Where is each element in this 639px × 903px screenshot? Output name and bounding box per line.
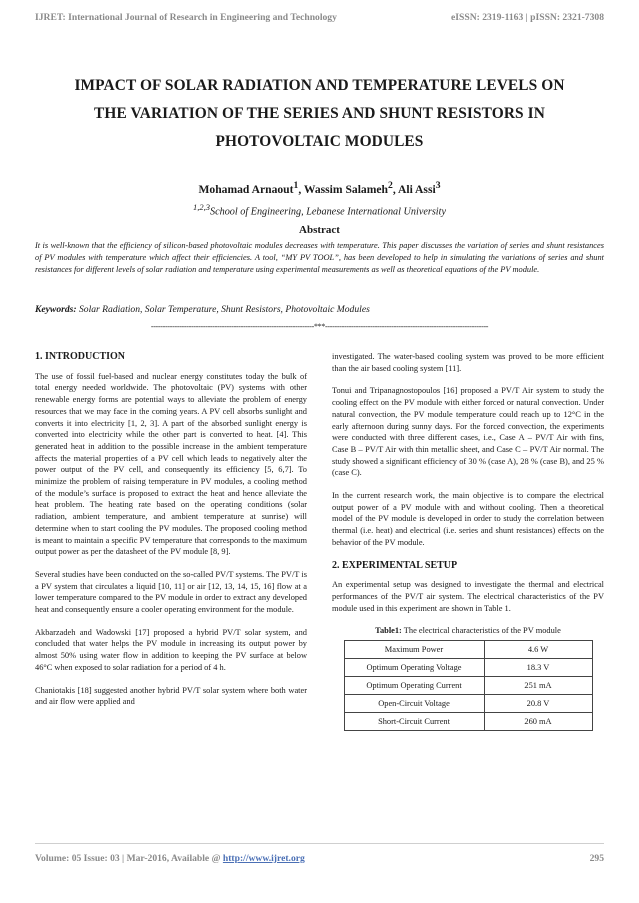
left-column [35,351,307,719]
footer [35,853,604,864]
table-cell-param: Maximum Power [344,641,484,659]
table-row [344,677,592,695]
abstract-text: It is well-known that the efficiency of silicon-based photovoltaic modules decreases with temperature. This paper discusses the variation of series and shunt resistances of PV modules with temperature which affect their efficiencies. A tool, “MY PV TOOL”, has been developed to help in simulating the variations of series and shunt resistances for different levels of solar radiation and temperature using experimental measurements as well as theoretical equations of the PV module. [35,241,604,274]
paragraph: The use of fossil fuel-based and nuclear energy constitutes today the bulk of total energy needed worldwide. The photovoltaic (PV) systems with other renewable energy forms are potential ways to alleviate the problem of energy resources that we may face in the coming years. A PV cell absorbs sunlight and converts it into electricity [1, 2, 3]. A part of the absorbed sunlight energy is converted into electricity while the other part is converted to heat. [4]. This generated heat in addition to the possible increase in the ambient temperature affects the material properties of a PV cell which leads to negatively alter the power output of the PV cell, and consequently its efficiency [5, 6,7]. To minimize the problem of raising temperature in PV modules, a cooling method of the module’s surface is proposed to extract the heat and hence alleviate the heat problem. The heating rate based on the operating conditions (solar radiation, ambient temperature, and ambient temperature at sunrise) will determine when to start cooling the PV modules. The proposed cooling method is meant to maintain a specific PV temperature that corresponds to the maximum output power as per the datasheet of the PV module [8, 9]. [35,371,307,557]
table-cell-param: Optimum Operating Voltage [344,659,484,677]
paragraph: Akbarzadeh and Wadowski [17] proposed a hybrid PV/T solar system, and concluded that water helps the PV module in increasing its output power by almost 50% using water flow in addition to keeping the PV surface at below 46°C when exposed to solar radiation for a period of 4 h. [35,627,307,672]
paragraph: investigated. The water-based cooling system was proved to be more efficient than the air based cooling system [11]. [332,352,604,373]
paragraph: Tonui and Tripanagnostopoulos [16] proposed a PV/T Air system to study the cooling effect on the PV module with either forced or natural convection. Under natural convection, the PV module temperature could reach up to 12°C in the early afternoon during sunny days. For the forced convection, the experiments were conducted with three different cases, i.e., Case A – PV/T Air with fins, Case B – PV/T Air with thin metallic sheet, and Case C – PV/T Air normal. The study showed a significant efficiency of 30 % (case A), 28 % (case B), and 25 % (case C). [332,386,604,478]
table-cell-param: Open-Circuit Voltage [344,695,484,713]
author-list: Mohamad Arnaout$^1$, Wassim Salameh$^2$, Ali Assi$^3$ [198,180,441,196]
keywords-label: Keywords: [35,304,77,315]
table-caption-label: Table1: [375,626,402,636]
affiliation-sup: 1,2,3 [193,202,210,212]
journal-link[interactable]: http://www.ijret.org [222,853,305,864]
author-2-sup: 2 [387,180,393,191]
abstract-heading: Abstract [299,224,340,236]
table-cell-value: 18.3 V [484,659,592,677]
table-row [344,695,592,713]
title-line-1: IMPACT OF SOLAR RADIATION AND TEMPERATURE LEVELS ON [74,77,565,94]
footer-volume [35,853,305,864]
table-row [344,641,592,659]
table-cell-param: Short-Circuit Current [344,713,484,731]
table-cell-value: 4.6 W [484,641,592,659]
table-cell-value: 260 mA [484,713,592,731]
author-3-sup: 3 [435,180,441,191]
title-line-2: THE VARIATION OF THE SERIES AND SHUNT RESISTORS IN [94,105,545,122]
title-line-3: PHOTOVOLTAIC MODULES [215,133,424,150]
paragraph: In the current research work, the main objective is to compare the electrical output power of a PV module with and without cooling. Then a theoretical model of the PV module is developed in order to study the correlation between thermal (i.e. heat) and electrical (i.e. series and shunt resistances) effects on the behavior of the PV module. [332,491,604,547]
table-cell-param: Optimum Operating Current [344,677,484,695]
right-column [332,351,604,731]
section-heading-experimental-setup: 2. EXPERIMENTAL SETUP [332,559,458,571]
keywords-text: Solar Radiation, Solar Temperature, Shunt Resistors, Photovoltaic Modules [78,304,370,315]
page-number: 295 [589,853,604,864]
issn: eISSN: 2319-1163 | pISSN: 2321-7308 [451,12,604,23]
running-header [35,12,604,23]
section-heading-introduction: 1. INTRODUCTION [35,351,126,362]
table-caption [332,625,604,637]
footer-volume-text: Volume: 05 Issue: 03 | Mar-2016, Available @ [35,853,223,864]
author-1-sup: 1 [293,180,299,191]
keywords [35,304,604,315]
table-row [344,659,592,677]
paragraph: An experimental setup was designed to investigate the thermal and electrical performances of the PV/T air system. The electrical characteristics of the PV module used in this experiment are shown in Table 1. [332,580,604,613]
table-row [344,713,592,731]
pv-characteristics-table [344,640,593,731]
paragraph: Chaniotakis [18] suggested another hybrid PV/T solar system where both water and air flow were applied and [35,685,307,707]
author-2: Wassim Salameh [303,182,388,196]
paragraph: Several studies have been conducted on the so-called PV/T systems. The PV/T is a PV system that circulates a liquid [10, 11] or air [12, 13, 14, 15, 16] flow at a lower temperature compared to the PV module in order to extract any developed heat and consequently ensure a cooler operating environment for the module. [35,569,307,615]
footer-divider [35,843,604,844]
table-cell-value: 20.8 V [484,695,592,713]
journal-name: IJRET: International Journal of Research in Engineering and Technology [35,12,337,23]
affiliation [0,202,639,217]
table-cell-value: 251 mA [484,677,592,695]
author-3: Ali Assi [397,182,436,196]
paper-title [30,72,609,156]
table-caption-text: The electrical characteristics of the PV module [401,626,561,636]
section-separator: ---------------------------------------------------------------------***--------------------------------------------------------------------- [150,322,489,331]
author-1: Mohamad Arnaout [198,182,294,196]
affiliation-text: School of Engineering, Lebanese International University [210,206,446,218]
